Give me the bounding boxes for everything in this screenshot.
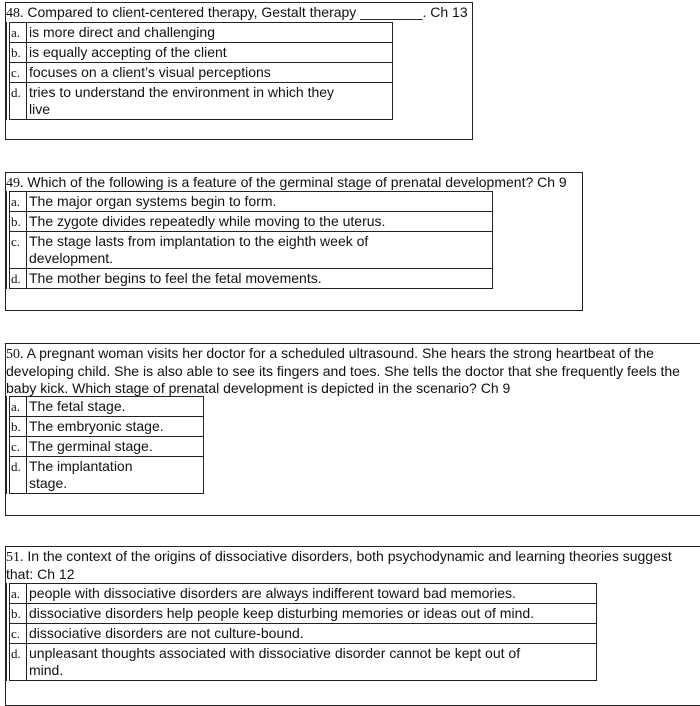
answer-option [8, 584, 597, 604]
answer-option [8, 604, 597, 624]
answer-options-table [6, 22, 393, 120]
option-text: The embryonic stage. [27, 417, 204, 437]
question-stem [6, 345, 680, 397]
question-block [5, 2, 473, 140]
option-text: dissociative disorders help people keep disturbing memories or ideas out of mind. [27, 604, 597, 624]
answer-options-table [6, 583, 597, 681]
answer-option [8, 212, 493, 232]
question-text: In the context of the origins of dissociative disorders, both psychodynamic and learning theories suggest that: Ch 12 [6, 548, 672, 582]
option-text: The germinal stage. [27, 437, 204, 457]
option-letter: c. [8, 232, 27, 269]
question-text: Compared to client-centered therapy, Gestalt therapy ________. Ch 13 [23, 4, 468, 20]
option-text: The zygote divides repeatedly while moving to the uterus. [27, 212, 493, 232]
answer-option [8, 23, 393, 43]
option-letter: d. [8, 269, 27, 289]
option-letter: b. [8, 417, 27, 437]
answer-option [8, 192, 493, 212]
option-letter: d. [8, 83, 27, 120]
answer-option [8, 269, 493, 289]
option-letter: a. [8, 397, 27, 417]
option-text: tries to understand the environment in which they live [27, 83, 393, 120]
question-text: Which of the following is a feature of the germinal stage of prenatal development? Ch 9 [23, 174, 567, 190]
option-letter: a. [8, 192, 27, 212]
option-letter: d. [8, 457, 27, 494]
answer-options-table [6, 191, 493, 289]
answer-option [8, 457, 204, 494]
option-text: focuses on a client’s visual perceptions [27, 63, 393, 83]
question-stem [6, 4, 468, 22]
option-text: The mother begins to feel the fetal movements. [27, 269, 493, 289]
answer-option [8, 232, 493, 269]
answer-option [8, 397, 204, 417]
option-letter: c. [8, 624, 27, 644]
answer-option [8, 624, 597, 644]
answer-option [8, 43, 393, 63]
option-letter: b. [8, 212, 27, 232]
answer-option [8, 63, 393, 83]
question-text: A pregnant woman visits her doctor for a scheduled ultrasound. She hears the strong heartbeat of the developing child. She is also able to see its fingers and toes. She tells the doctor that she frequently feels the baby kick. Which stage of prenatal development is depicted in the scenario? Ch 9 [6, 345, 680, 396]
option-text: people with dissociative disorders are always indifferent toward bad memories. [27, 584, 597, 604]
question-block [5, 172, 583, 311]
answer-option [8, 417, 204, 437]
option-letter: d. [8, 644, 27, 681]
option-text: The implantation stage. [27, 457, 204, 494]
option-text: is more direct and challenging [27, 23, 393, 43]
answer-options-table [6, 396, 204, 494]
option-letter: a. [8, 584, 27, 604]
question-number: 49. [6, 176, 24, 191]
answer-option [8, 644, 597, 681]
option-letter: c. [8, 63, 27, 83]
option-letter: b. [8, 604, 27, 624]
option-letter: a. [8, 23, 27, 43]
answer-option [8, 83, 393, 120]
option-text: is equally accepting of the client [27, 43, 393, 63]
question-block [5, 343, 700, 516]
option-text: The major organ systems begin to form. [27, 192, 493, 212]
question-number: 51. [6, 550, 24, 565]
answer-option [8, 437, 204, 457]
question-number: 48. [6, 6, 24, 21]
option-text: The stage lasts from implantation to the eighth week of development. [27, 232, 493, 269]
question-stem [6, 174, 567, 192]
option-text: dissociative disorders are not culture-bound. [27, 624, 597, 644]
option-letter: c. [8, 437, 27, 457]
option-text: The fetal stage. [27, 397, 204, 417]
question-number: 50. [6, 347, 24, 362]
question-block [5, 546, 700, 706]
option-text: unpleasant thoughts associated with dissociative disorder cannot be kept out of mind. [27, 644, 597, 681]
question-stem [6, 548, 672, 583]
option-letter: b. [8, 43, 27, 63]
